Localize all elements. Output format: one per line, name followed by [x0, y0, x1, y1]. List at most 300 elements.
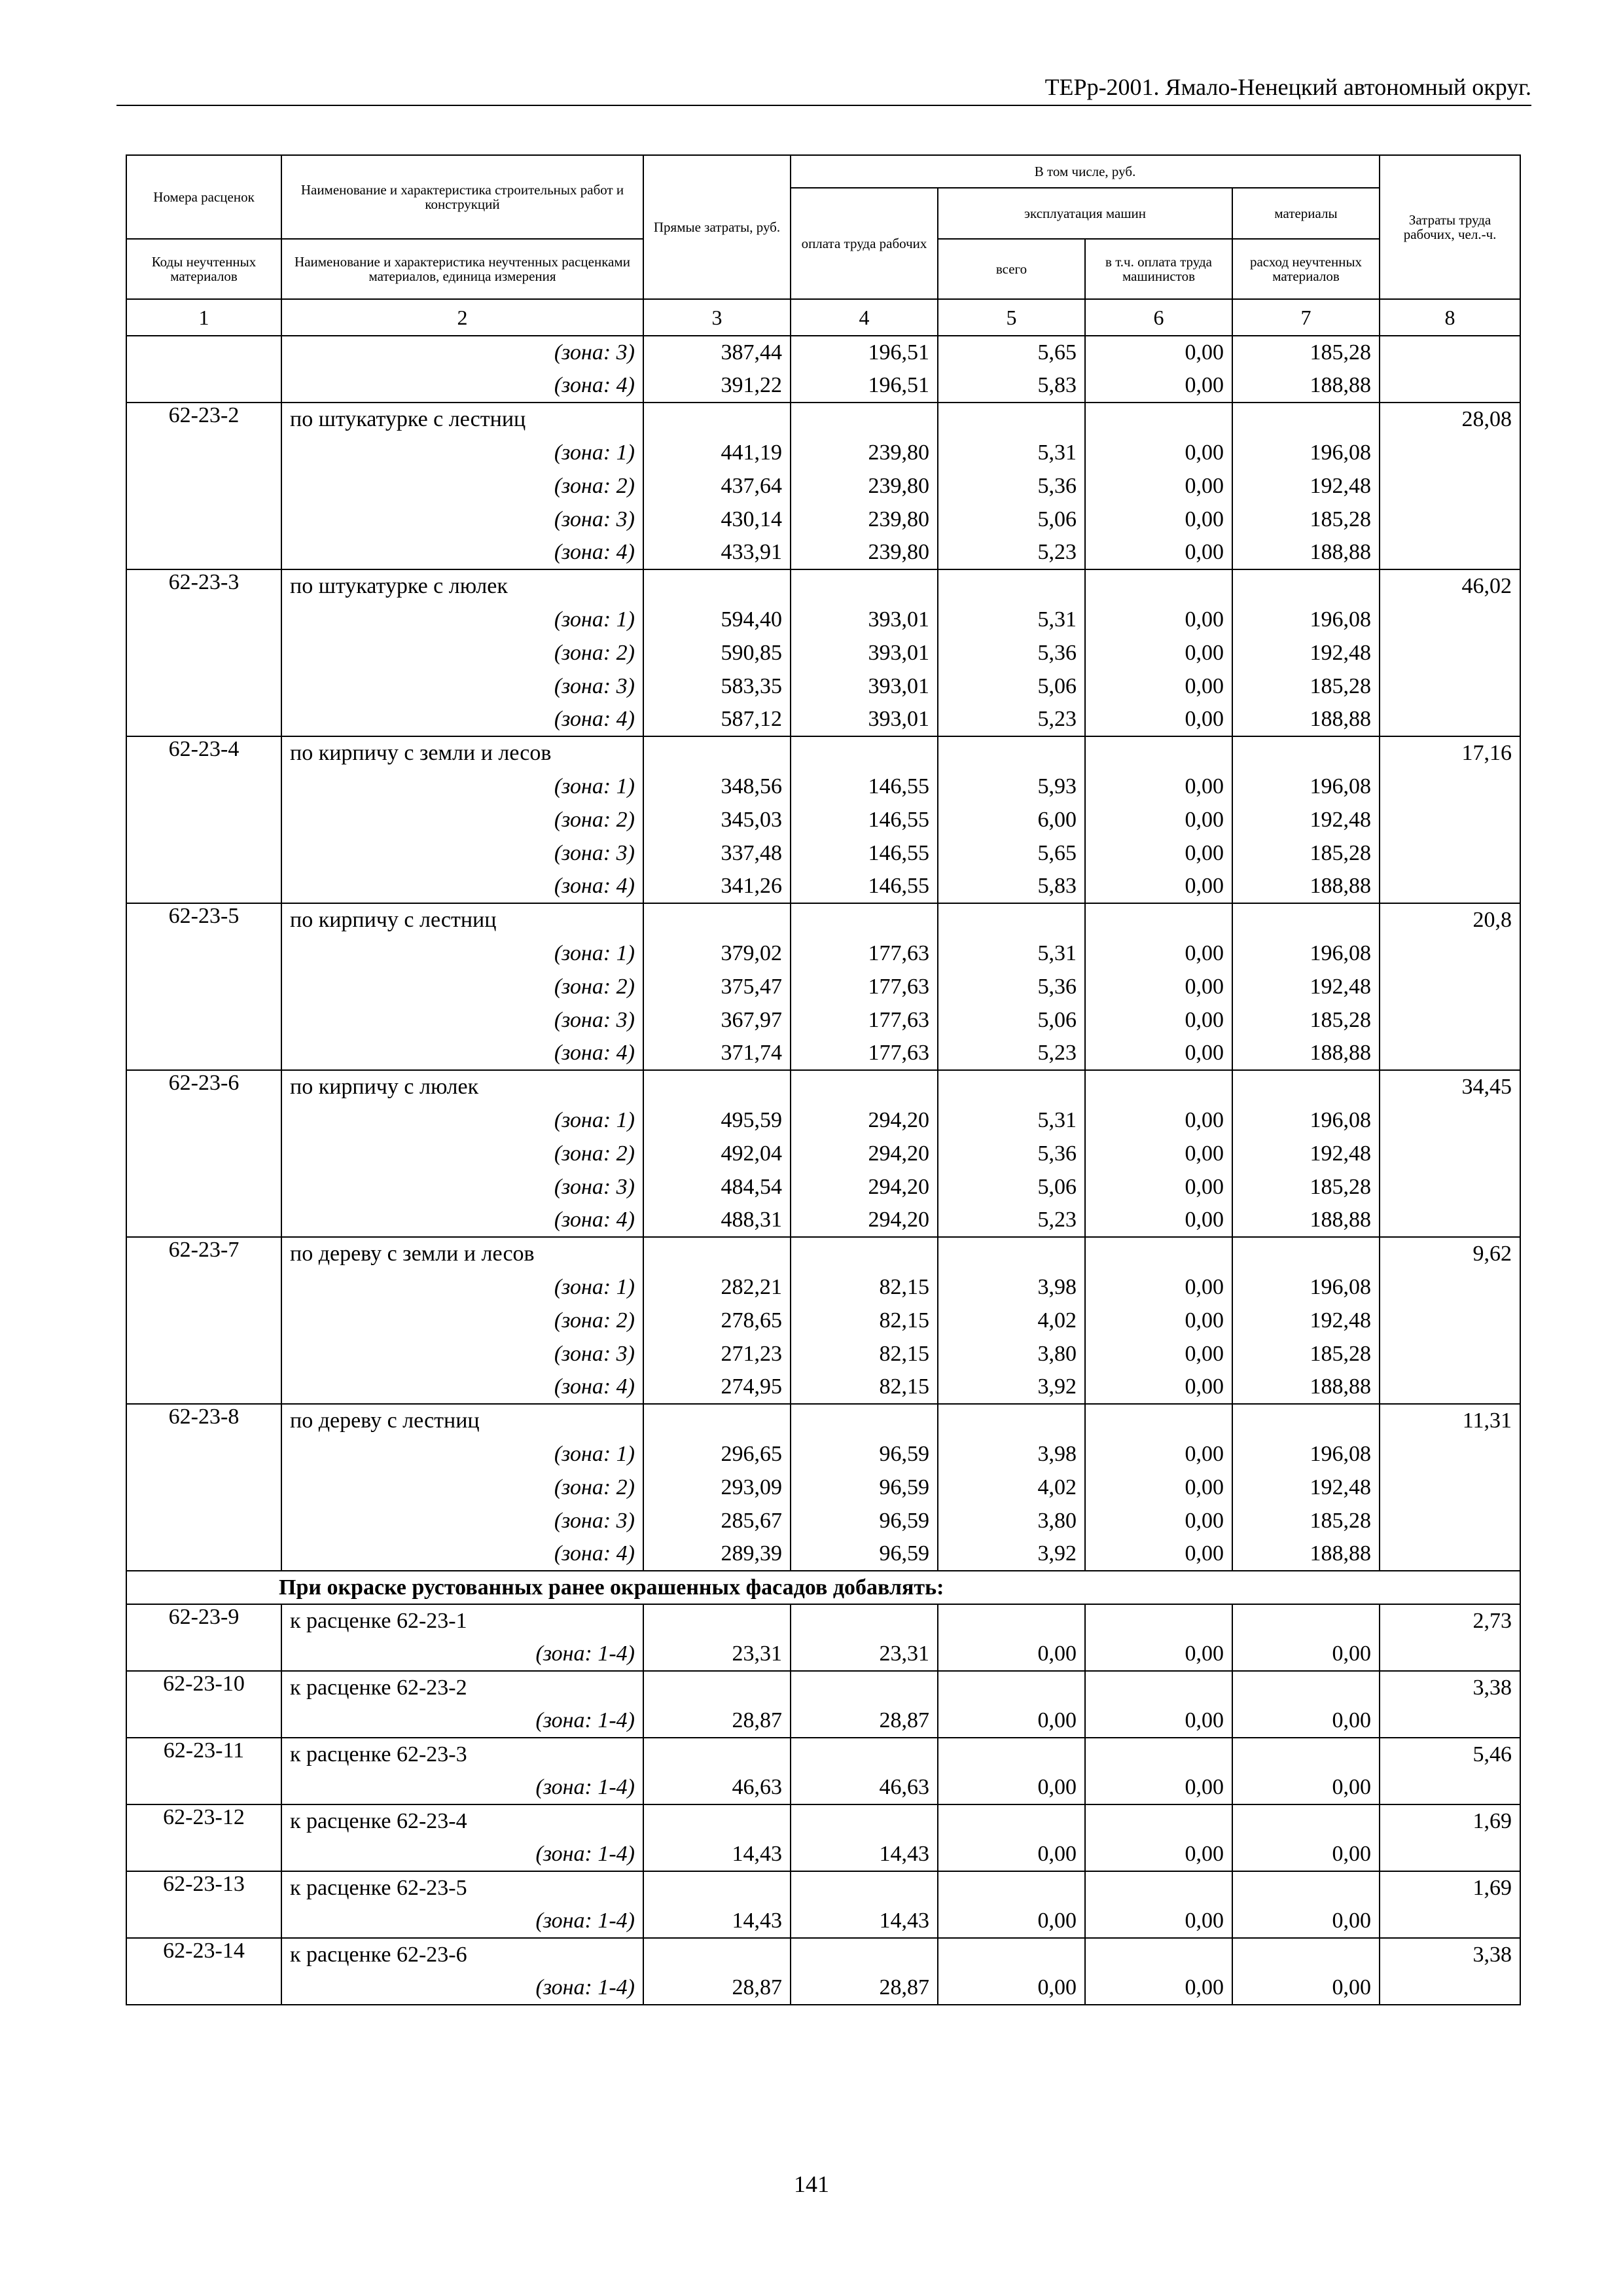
table-row	[126, 369, 1520, 403]
material-usage: 196,08	[1232, 1270, 1380, 1304]
empty-cell	[1380, 1003, 1520, 1037]
zone-label: (зона: 1)	[281, 1103, 643, 1137]
work-description: по дереву с лестниц	[281, 1404, 643, 1437]
material-usage: 192,48	[1232, 970, 1380, 1003]
material-usage: 188,88	[1232, 1037, 1380, 1070]
rate-code: 62-23-2	[126, 403, 281, 436]
worker-pay: 239,80	[791, 503, 938, 536]
empty-cell	[1380, 536, 1520, 569]
column-number: 5	[938, 299, 1085, 336]
machines-total: 5,23	[938, 1037, 1085, 1070]
work-description: к расценке 62-23-5	[281, 1871, 643, 1905]
header-material-name: Наименование и характеристика неучтенных расценками материалов, единица измерения	[281, 239, 643, 299]
empty-cell	[126, 1537, 281, 1571]
empty-cell	[643, 1070, 791, 1103]
machines-total: 5,06	[938, 1003, 1085, 1037]
empty-cell	[1380, 803, 1520, 836]
operator-pay: 0,00	[1085, 870, 1232, 903]
material-usage: 188,88	[1232, 1371, 1380, 1404]
direct-cost: 492,04	[643, 1137, 791, 1170]
material-usage: 196,08	[1232, 937, 1380, 970]
direct-cost: 285,67	[643, 1504, 791, 1537]
table-row	[126, 803, 1520, 836]
header-material-codes: Коды неучтенных материалов	[126, 239, 281, 299]
machines-total: 5,31	[938, 937, 1085, 970]
empty-cell	[1085, 1738, 1232, 1771]
zone-label: (зона: 4)	[281, 536, 643, 569]
table-row	[126, 1537, 1520, 1571]
direct-cost: 441,19	[643, 436, 791, 469]
worker-pay: 196,51	[791, 336, 938, 369]
machines-total: 5,36	[938, 970, 1085, 1003]
header-machines-total: всего	[938, 239, 1085, 299]
empty-cell	[791, 569, 938, 603]
empty-cell	[1085, 1671, 1232, 1704]
zone-label: (зона: 1-4)	[281, 1771, 643, 1804]
operator-pay: 0,00	[1085, 1905, 1232, 1938]
table-row	[126, 1671, 1520, 1704]
direct-cost: 484,54	[643, 1170, 791, 1204]
empty-cell	[1380, 1971, 1520, 2005]
table-row	[126, 336, 1520, 369]
empty-cell	[938, 1804, 1085, 1838]
empty-cell	[1380, 1771, 1520, 1804]
labor-cost: 17,16	[1380, 736, 1520, 770]
empty-cell	[938, 1871, 1085, 1905]
empty-cell	[1232, 1871, 1380, 1905]
rate-code: 62-23-6	[126, 1070, 281, 1103]
empty-cell	[1380, 1504, 1520, 1537]
empty-cell	[1380, 703, 1520, 736]
table-row	[126, 1337, 1520, 1371]
rate-code: 62-23-14	[126, 1938, 281, 1971]
machines-total: 0,00	[938, 1905, 1085, 1938]
direct-cost: 271,23	[643, 1337, 791, 1371]
work-description: к расценке 62-23-4	[281, 1804, 643, 1838]
machines-total: 5,83	[938, 369, 1085, 403]
machines-total: 5,36	[938, 636, 1085, 670]
empty-cell	[126, 1304, 281, 1337]
machines-total: 3,80	[938, 1337, 1085, 1371]
column-number: 7	[1232, 299, 1380, 336]
empty-cell	[126, 836, 281, 870]
empty-cell	[126, 1003, 281, 1037]
empty-cell	[1085, 1804, 1232, 1838]
operator-pay: 0,00	[1085, 503, 1232, 536]
table-row	[126, 1905, 1520, 1938]
material-usage: 0,00	[1232, 1838, 1380, 1871]
empty-cell	[643, 1938, 791, 1971]
rates-table	[126, 154, 1521, 2005]
table-row	[126, 903, 1520, 937]
table-row	[126, 536, 1520, 569]
empty-cell	[1232, 1237, 1380, 1270]
direct-cost: 274,95	[643, 1371, 791, 1404]
table-row	[126, 1270, 1520, 1304]
empty-cell	[126, 1103, 281, 1137]
empty-cell	[126, 1270, 281, 1304]
machines-total: 5,31	[938, 603, 1085, 636]
zone-label: (зона: 4)	[281, 1037, 643, 1070]
empty-cell	[643, 903, 791, 937]
operator-pay: 0,00	[1085, 1270, 1232, 1304]
zone-label: (зона: 2)	[281, 970, 643, 1003]
empty-cell	[126, 703, 281, 736]
zone-label: (зона: 3)	[281, 503, 643, 536]
zone-label: (зона: 2)	[281, 469, 643, 503]
zone-label: (зона: 1-4)	[281, 1638, 643, 1671]
column-number: 2	[281, 299, 643, 336]
empty-cell	[1085, 903, 1232, 937]
empty-cell	[791, 1237, 938, 1270]
table-body	[126, 336, 1520, 2005]
empty-cell	[791, 1738, 938, 1771]
material-usage: 0,00	[1232, 1638, 1380, 1671]
rate-code: 62-23-4	[126, 736, 281, 770]
direct-cost: 437,64	[643, 469, 791, 503]
empty-cell	[126, 1170, 281, 1204]
worker-pay: 82,15	[791, 1337, 938, 1371]
work-description: к расценке 62-23-6	[281, 1938, 643, 1971]
work-description: к расценке 62-23-2	[281, 1671, 643, 1704]
table-row	[126, 1103, 1520, 1137]
empty-cell	[126, 1838, 281, 1871]
rate-code: 62-23-8	[126, 1404, 281, 1437]
worker-pay: 146,55	[791, 770, 938, 803]
empty-cell	[1380, 1304, 1520, 1337]
machines-total: 4,02	[938, 1471, 1085, 1504]
empty-cell	[1085, 1871, 1232, 1905]
operator-pay: 0,00	[1085, 1437, 1232, 1471]
direct-cost: 293,09	[643, 1471, 791, 1504]
work-description: к расценке 62-23-3	[281, 1738, 643, 1771]
worker-pay: 14,43	[791, 1838, 938, 1871]
empty-cell	[1085, 569, 1232, 603]
worker-pay: 23,31	[791, 1638, 938, 1671]
header-material-usage: расход неучтенных материалов	[1232, 239, 1380, 299]
direct-cost: 14,43	[643, 1838, 791, 1871]
empty-cell	[1380, 937, 1520, 970]
empty-cell	[126, 1437, 281, 1471]
direct-cost: 296,65	[643, 1437, 791, 1471]
empty-cell	[938, 1237, 1085, 1270]
header-machine-operation: эксплуатация машин	[938, 188, 1232, 239]
header-worker-pay: оплата труда рабочих	[791, 188, 938, 299]
empty-cell	[1085, 1938, 1232, 1971]
material-usage: 196,08	[1232, 603, 1380, 636]
table-row	[126, 670, 1520, 703]
material-usage: 192,48	[1232, 469, 1380, 503]
zone-label: (зона: 3)	[281, 1504, 643, 1537]
empty-cell	[643, 1404, 791, 1437]
direct-cost: 387,44	[643, 336, 791, 369]
direct-cost: 433,91	[643, 536, 791, 569]
machines-total: 3,80	[938, 1504, 1085, 1537]
direct-cost: 391,22	[643, 369, 791, 403]
worker-pay: 196,51	[791, 369, 938, 403]
empty-cell	[126, 1137, 281, 1170]
direct-cost: 14,43	[643, 1905, 791, 1938]
table-row	[126, 1738, 1520, 1771]
material-usage: 192,48	[1232, 636, 1380, 670]
zone-label: (зона: 3)	[281, 1337, 643, 1371]
zone-label: (зона: 1-4)	[281, 1838, 643, 1871]
worker-pay: 82,15	[791, 1270, 938, 1304]
empty-cell	[126, 1704, 281, 1738]
empty-cell	[1380, 870, 1520, 903]
column-number: 3	[643, 299, 791, 336]
empty-cell	[1085, 736, 1232, 770]
empty-cell	[643, 1671, 791, 1704]
worker-pay: 146,55	[791, 870, 938, 903]
section-title: При окраске рустованных ранее окрашенных фасадов добавлять:	[126, 1571, 1520, 1604]
table-row	[126, 1170, 1520, 1204]
empty-cell	[1380, 836, 1520, 870]
empty-cell	[938, 1738, 1085, 1771]
empty-cell	[1380, 1204, 1520, 1237]
direct-cost: 348,56	[643, 770, 791, 803]
machines-total: 0,00	[938, 1771, 1085, 1804]
direct-cost: 23,31	[643, 1638, 791, 1671]
rate-code: 62-23-12	[126, 1804, 281, 1838]
table-row	[126, 1304, 1520, 1337]
worker-pay: 239,80	[791, 436, 938, 469]
table-row	[126, 870, 1520, 903]
empty-cell	[1380, 503, 1520, 536]
empty-cell	[791, 1070, 938, 1103]
worker-pay: 294,20	[791, 1204, 938, 1237]
zone-label: (зона: 2)	[281, 1137, 643, 1170]
material-usage: 0,00	[1232, 1905, 1380, 1938]
worker-pay: 393,01	[791, 603, 938, 636]
table-row	[126, 436, 1520, 469]
zone-label: (зона: 4)	[281, 870, 643, 903]
header-materials: материалы	[1232, 188, 1380, 239]
empty-cell	[126, 1905, 281, 1938]
table-row	[126, 1037, 1520, 1070]
header-labor-costs: Затраты труда рабочих, чел.-ч.	[1380, 155, 1520, 299]
table-row	[126, 1838, 1520, 1871]
table-row	[126, 1771, 1520, 1804]
material-usage: 188,88	[1232, 369, 1380, 403]
machines-total: 5,83	[938, 870, 1085, 903]
empty-cell	[938, 903, 1085, 937]
empty-cell	[126, 336, 281, 369]
empty-cell	[1232, 1804, 1380, 1838]
table-row	[126, 1638, 1520, 1671]
empty-cell	[643, 403, 791, 436]
work-description: по дереву с земли и лесов	[281, 1237, 643, 1270]
worker-pay: 82,15	[791, 1371, 938, 1404]
empty-cell	[126, 1971, 281, 2005]
page-number: 141	[794, 2171, 829, 2197]
empty-cell	[1085, 1404, 1232, 1437]
worker-pay: 393,01	[791, 636, 938, 670]
empty-cell	[791, 736, 938, 770]
empty-cell	[1380, 1537, 1520, 1571]
empty-cell	[1380, 469, 1520, 503]
worker-pay: 239,80	[791, 536, 938, 569]
empty-cell	[126, 636, 281, 670]
empty-cell	[1085, 403, 1232, 436]
empty-cell	[126, 603, 281, 636]
header-rate-numbers: Номера расценок	[126, 155, 281, 239]
worker-pay: 294,20	[791, 1137, 938, 1170]
zone-label: (зона: 1)	[281, 770, 643, 803]
empty-cell	[1085, 1604, 1232, 1638]
worker-pay: 96,59	[791, 1437, 938, 1471]
machines-total: 3,98	[938, 1437, 1085, 1471]
worker-pay: 393,01	[791, 670, 938, 703]
material-usage: 0,00	[1232, 1771, 1380, 1804]
empty-cell	[1232, 403, 1380, 436]
labor-cost: 34,45	[1380, 1070, 1520, 1103]
empty-cell	[791, 1938, 938, 1971]
material-usage: 188,88	[1232, 703, 1380, 736]
operator-pay: 0,00	[1085, 369, 1232, 403]
table-row	[126, 1504, 1520, 1537]
zone-label: (зона: 2)	[281, 636, 643, 670]
empty-cell	[791, 1404, 938, 1437]
column-number: 1	[126, 299, 281, 336]
material-usage: 192,48	[1232, 1304, 1380, 1337]
empty-cell	[126, 369, 281, 403]
machines-total: 5,36	[938, 469, 1085, 503]
operator-pay: 0,00	[1085, 703, 1232, 736]
labor-cost: 20,8	[1380, 903, 1520, 937]
empty-cell	[1380, 1838, 1520, 1871]
direct-cost: 430,14	[643, 503, 791, 536]
zone-label: (зона: 1-4)	[281, 1971, 643, 2005]
operator-pay: 0,00	[1085, 1704, 1232, 1738]
empty-cell	[643, 1871, 791, 1905]
column-number: 8	[1380, 299, 1520, 336]
machines-total: 0,00	[938, 1838, 1085, 1871]
work-description: по кирпичу с лестниц	[281, 903, 643, 937]
worker-pay: 96,59	[791, 1471, 938, 1504]
work-description: по штукатурке с лестниц	[281, 403, 643, 436]
direct-cost: 583,35	[643, 670, 791, 703]
empty-cell	[126, 503, 281, 536]
worker-pay: 294,20	[791, 1170, 938, 1204]
operator-pay: 0,00	[1085, 1471, 1232, 1504]
work-description: по кирпичу с земли и лесов	[281, 736, 643, 770]
direct-cost: 337,48	[643, 836, 791, 870]
empty-cell	[938, 1070, 1085, 1103]
zone-label: (зона: 4)	[281, 1371, 643, 1404]
zone-label: (зона: 4)	[281, 369, 643, 403]
direct-cost: 367,97	[643, 1003, 791, 1037]
empty-cell	[791, 1671, 938, 1704]
worker-pay: 177,63	[791, 937, 938, 970]
material-usage: 196,08	[1232, 436, 1380, 469]
material-usage: 185,28	[1232, 836, 1380, 870]
material-usage: 188,88	[1232, 1537, 1380, 1571]
operator-pay: 0,00	[1085, 1771, 1232, 1804]
empty-cell	[1380, 1270, 1520, 1304]
empty-cell	[1380, 369, 1520, 403]
material-usage: 188,88	[1232, 536, 1380, 569]
empty-cell	[126, 1037, 281, 1070]
table-row	[126, 1371, 1520, 1404]
worker-pay: 294,20	[791, 1103, 938, 1137]
empty-cell	[1232, 1738, 1380, 1771]
operator-pay: 0,00	[1085, 1971, 1232, 2005]
material-usage: 185,28	[1232, 1337, 1380, 1371]
empty-cell	[1380, 1137, 1520, 1170]
empty-cell	[126, 770, 281, 803]
empty-cell	[126, 970, 281, 1003]
empty-cell	[791, 903, 938, 937]
operator-pay: 0,00	[1085, 670, 1232, 703]
empty-cell	[126, 1371, 281, 1404]
column-number: 6	[1085, 299, 1232, 336]
machines-total: 5,31	[938, 436, 1085, 469]
material-usage: 185,28	[1232, 1003, 1380, 1037]
table-row	[126, 1704, 1520, 1738]
table-row	[126, 1204, 1520, 1237]
operator-pay: 0,00	[1085, 803, 1232, 836]
zone-label: (зона: 1)	[281, 937, 643, 970]
machines-total: 5,93	[938, 770, 1085, 803]
machines-total: 5,23	[938, 536, 1085, 569]
machines-total: 5,06	[938, 670, 1085, 703]
zone-label: (зона: 4)	[281, 1204, 643, 1237]
labor-cost: 3,38	[1380, 1938, 1520, 1971]
operator-pay: 0,00	[1085, 336, 1232, 369]
empty-cell	[643, 1738, 791, 1771]
empty-cell	[1380, 1037, 1520, 1070]
labor-cost: 46,02	[1380, 569, 1520, 603]
empty-cell	[643, 1804, 791, 1838]
table-row	[126, 703, 1520, 736]
empty-cell	[126, 469, 281, 503]
document-header-title: ТЕРр-2001. Ямало-Ненецкий автономный округ.	[1044, 74, 1531, 100]
material-usage: 196,08	[1232, 1437, 1380, 1471]
operator-pay: 0,00	[1085, 1204, 1232, 1237]
rate-code: 62-23-5	[126, 903, 281, 937]
empty-cell	[1232, 1604, 1380, 1638]
zone-label: (зона: 3)	[281, 1170, 643, 1204]
empty-cell	[1085, 1070, 1232, 1103]
material-usage: 0,00	[1232, 1704, 1380, 1738]
empty-cell	[1380, 1371, 1520, 1404]
empty-cell	[1380, 970, 1520, 1003]
operator-pay: 0,00	[1085, 1037, 1232, 1070]
direct-cost: 495,59	[643, 1103, 791, 1137]
material-usage: 196,08	[1232, 1103, 1380, 1137]
worker-pay: 28,87	[791, 1704, 938, 1738]
empty-cell	[126, 670, 281, 703]
table-row	[126, 1404, 1520, 1437]
machines-total: 5,36	[938, 1137, 1085, 1170]
zone-label: (зона: 1-4)	[281, 1905, 643, 1938]
empty-cell	[938, 1938, 1085, 1971]
empty-cell	[126, 1771, 281, 1804]
empty-cell	[643, 736, 791, 770]
empty-cell	[1380, 1170, 1520, 1204]
worker-pay: 46,63	[791, 1771, 938, 1804]
operator-pay: 0,00	[1085, 1003, 1232, 1037]
table-row	[126, 770, 1520, 803]
table-row	[126, 1237, 1520, 1270]
table-row	[126, 1971, 1520, 2005]
machines-total: 3,92	[938, 1371, 1085, 1404]
empty-cell	[126, 1204, 281, 1237]
empty-cell	[643, 1604, 791, 1638]
operator-pay: 0,00	[1085, 937, 1232, 970]
operator-pay: 0,00	[1085, 1371, 1232, 1404]
